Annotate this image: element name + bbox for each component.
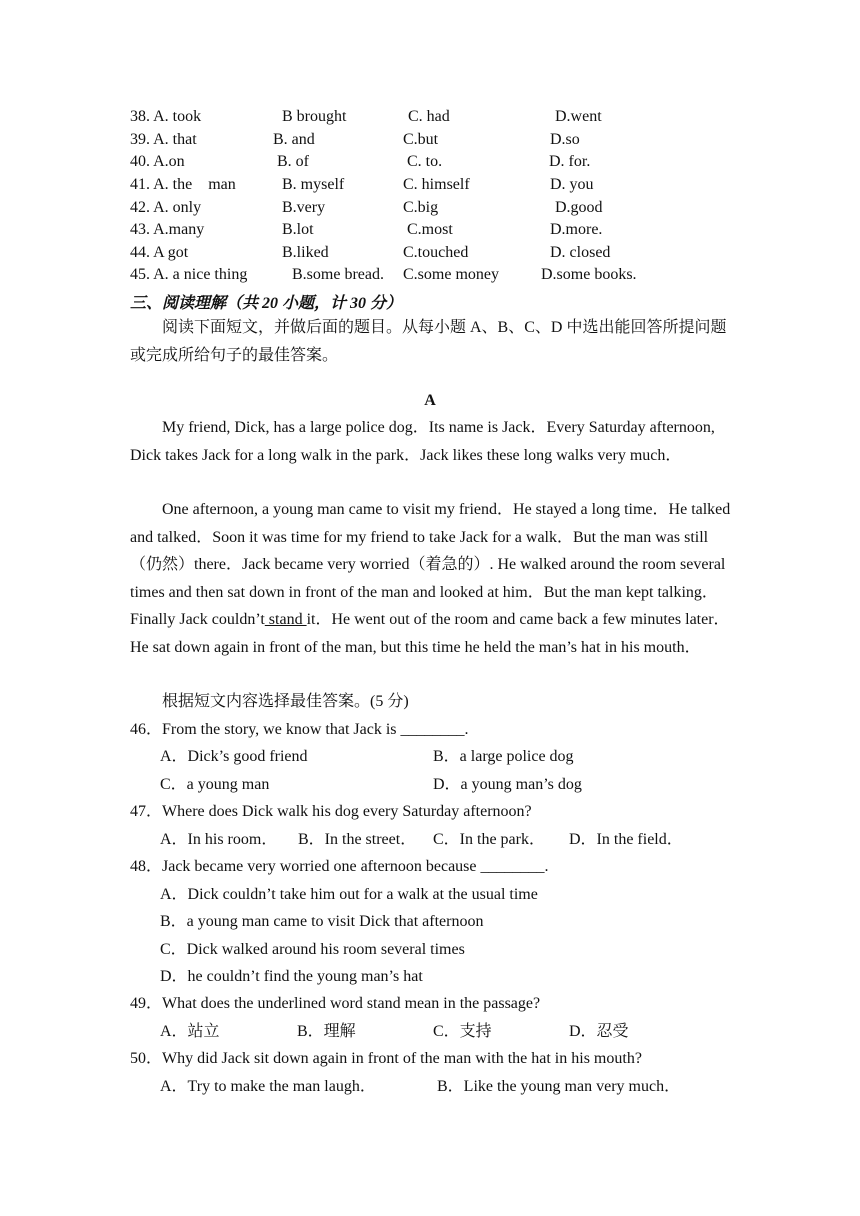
option-b: B. and	[273, 131, 315, 148]
option-b: B. myself	[282, 176, 345, 193]
paragraph-text: it．He went out of the room and came back a few minutes later．He sat down again in front of the man, but this time he held the man’s hat in his mouth．	[130, 611, 730, 656]
q46-option-c: C．a young man	[160, 776, 270, 793]
option-a: 40. A.on	[130, 153, 185, 170]
q49-option-d: D．忍受	[569, 1023, 629, 1040]
option-a: 45. A. a nice thing	[130, 266, 248, 283]
option-c: C.some money	[403, 266, 499, 283]
q48-option-c: C．Dick walked around his room several times	[160, 941, 465, 958]
q47-option-a: A．In his room．	[160, 831, 278, 848]
option-b: B. of	[277, 153, 309, 170]
question-49-stem: 49．What does the underlined word stand mean in the passage?	[130, 995, 541, 1012]
option-c: C.big	[403, 199, 439, 216]
section-instructions: 阅读下面短文，并做后面的题目。从每小题 A、B、C、D 中选出能回答所提问题或完成所给句子的最佳答案。	[130, 319, 727, 364]
q49-option-c: C．支持	[433, 1023, 492, 1040]
passage-paragraph-2	[130, 496, 732, 661]
underlined-word: stand	[264, 611, 307, 628]
q46-option-d: D．a young man’s dog	[433, 776, 582, 793]
option-d: D.more.	[550, 221, 603, 238]
option-c: C. had	[408, 108, 450, 125]
option-a: 44. A got	[130, 244, 189, 261]
passage-title: A	[424, 392, 436, 409]
option-b: B.some bread.	[292, 266, 384, 283]
option-d: D.some books.	[541, 266, 637, 283]
option-c: C. to.	[407, 153, 443, 170]
option-b: B brought	[282, 108, 347, 125]
option-c: C. himself	[403, 176, 470, 193]
option-d: D. for.	[549, 153, 591, 170]
q48-option-d: D．he couldn’t find the young man’s hat	[160, 968, 423, 985]
option-d: D. you	[550, 176, 594, 193]
option-a: 43. A.many	[130, 221, 205, 238]
question-48-stem: 48．Jack became very worried one afternoon because ________.	[130, 858, 549, 875]
q46-option-a: A．Dick’s good friend	[160, 748, 308, 765]
option-d: D. closed	[550, 244, 611, 261]
q50-option-b: B．Like the young man very much．	[437, 1078, 681, 1095]
option-d: D.good	[555, 199, 603, 216]
option-c: C.most	[407, 221, 453, 238]
section-heading: 三、阅读理解（共 20 小题，计 30 分）	[130, 295, 403, 312]
q48-option-a: A．Dick couldn’t take him out for a walk at the usual time	[160, 886, 538, 903]
q50-option-a: A．Try to make the man laugh．	[160, 1078, 376, 1095]
q48-option-b: B．a young man came to visit Dick that afternoon	[160, 913, 484, 930]
option-a: 41. A. the man	[130, 176, 236, 193]
option-c: C.touched	[403, 244, 469, 261]
question-46-stem: 46．From the story, we know that Jack is ________.	[130, 721, 469, 738]
q46-option-b: B．a large police dog	[433, 748, 574, 765]
option-d: D.went	[555, 108, 602, 125]
option-c: C.but	[403, 131, 439, 148]
passage-paragraph-1: My friend, Dick, has a large police dog．Its name is Jack．Every Saturday afternoon, Dick takes Jack for a long walk in the park．Jack likes these long walks very much．	[130, 419, 715, 464]
q47-option-c: C．In the park．	[433, 831, 545, 848]
question-50-stem: 50．Why did Jack sit down again in front of the man with the hat in his mouth?	[130, 1050, 642, 1067]
option-b: B.liked	[282, 244, 329, 261]
paragraph-text: One afternoon, a young man came to visit my friend．He stayed a long time．He talked and talked．Soon it was time for my friend to take Jack for a walk．But the man was still（仍然）there．Jack became very worried（着急的）. He walked around the room several times and then sat down in front of the man and looked at him．But the man kept talking．Finally Jack couldn’t	[130, 501, 731, 628]
q47-option-d: D．In the field．	[569, 831, 683, 848]
option-b: B.lot	[282, 221, 314, 238]
option-a: 42. A. only	[130, 199, 202, 216]
q49-option-a: A．站立	[160, 1023, 220, 1040]
option-d: D.so	[550, 131, 580, 148]
option-a: 38. A. took	[130, 108, 202, 125]
task-instruction: 根据短文内容选择最佳答案。(5 分)	[162, 693, 409, 710]
option-a: 39. A. that	[130, 131, 197, 148]
option-b: B.very	[282, 199, 326, 216]
q49-option-b: B．理解	[297, 1023, 356, 1040]
question-47-stem: 47．Where does Dick walk his dog every Saturday afternoon?	[130, 803, 532, 820]
q47-option-b: B．In the street．	[298, 831, 417, 848]
